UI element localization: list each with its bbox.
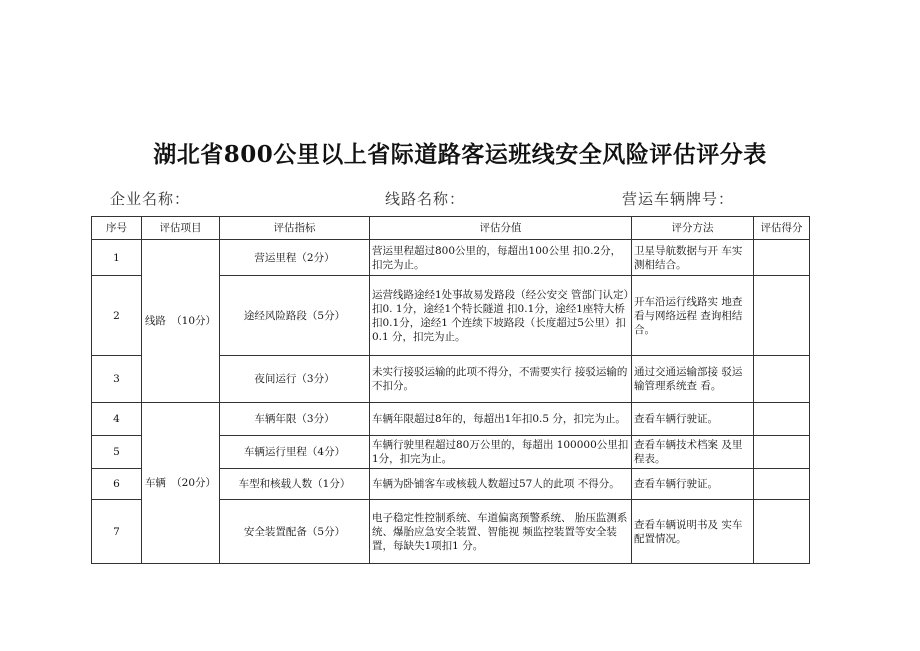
company-name-label: 企业名称：: [110, 190, 191, 208]
row-result[interactable]: [754, 436, 810, 469]
row-score: 车辆行驶里程超过80万公里的，每超出 100000公里扣1分，扣完为止。: [370, 436, 632, 469]
row-indicator: 车辆年限（3分）: [220, 403, 370, 436]
row-no: 7: [92, 500, 142, 564]
row-method: 查看车辆行驶证。: [632, 403, 754, 436]
row-result[interactable]: [754, 469, 810, 500]
row-indicator: 车辆运行里程（4分）: [220, 436, 370, 469]
header-method: 评分方法: [632, 217, 754, 240]
row-result[interactable]: [754, 356, 810, 403]
header-item: 评估项目: [142, 217, 220, 240]
header-score: 评估分值: [370, 217, 632, 240]
header-indicator: 评估指标: [220, 217, 370, 240]
row-no: 5: [92, 436, 142, 469]
route-name-label: 线路名称：: [385, 190, 466, 208]
table-row: [92, 403, 810, 436]
row-result[interactable]: [754, 240, 810, 276]
row-method: 查看车辆行驶证。: [632, 469, 754, 500]
row-no: 1: [92, 240, 142, 276]
row-indicator: 安全装置配备（5分）: [220, 500, 370, 564]
header-result: 评估得分: [754, 217, 810, 240]
row-no: 6: [92, 469, 142, 500]
row-method: 通过交通运输部接 驳运输管理系统查 看。: [632, 356, 754, 403]
header-no: 序号: [92, 217, 142, 240]
row-method: 查看车辆技术档案 及里程表。: [632, 436, 754, 469]
group-vehicle: 车辆 （20分）: [142, 403, 220, 564]
group-route: 线路 （10分）: [142, 240, 220, 403]
row-method: 查看车辆说明书及 实车配置情况。: [632, 500, 754, 564]
row-indicator: 车型和核载人数（1分）: [220, 469, 370, 500]
row-no: 3: [92, 356, 142, 403]
row-result[interactable]: [754, 403, 810, 436]
row-result[interactable]: [754, 276, 810, 356]
row-score: 车辆年限超过8年的，每超出1年扣0.5 分，扣完为止。: [370, 403, 632, 436]
row-method: 开车沿运行线路实 地查看与网络远程 查询相结合。: [632, 276, 754, 356]
row-no: 4: [92, 403, 142, 436]
row-score: 电子稳定性控制系统、车道偏离预警系统、 胎压监测系统、爆胎应急安全装置、智能视 频监控装置等安全装置，每缺失1项扣1 分。: [370, 500, 632, 564]
table-row: [92, 240, 810, 276]
row-score: 运营线路途经1处事故易发路段（经公安交 管部门认定）扣0. 1分，途经1个特长隧道 扣0.1分，途经1座特大桥扣0.1分，途经1 个连续下坡路段（长度超过5公里）扣0.1 分，扣完为止。: [370, 276, 632, 356]
row-indicator: 营运里程（2分）: [220, 240, 370, 276]
vehicle-plate-label: 营运车辆牌号：: [622, 190, 735, 208]
assessment-table: [91, 216, 810, 564]
row-method: 卫星导航数据与开 车实测相结合。: [632, 240, 754, 276]
row-score: 车辆为卧铺客车或核载人数超过57人的此项 不得分。: [370, 469, 632, 500]
row-score: 未实行接驳运输的此项不得分，不需要实行 接驳运输的不扣分。: [370, 356, 632, 403]
row-no: 2: [92, 276, 142, 356]
row-result[interactable]: [754, 500, 810, 564]
row-indicator: 途经风险路段（5分）: [220, 276, 370, 356]
table-header-row: [92, 217, 810, 240]
page-title: 湖北省800公里以上省际道路客运班线安全风险评估评分表: [153, 141, 767, 168]
row-score: 营运里程超过800公里的，每超出100公里 扣0.2分，扣完为止。: [370, 240, 632, 276]
row-indicator: 夜间运行（3分）: [220, 356, 370, 403]
